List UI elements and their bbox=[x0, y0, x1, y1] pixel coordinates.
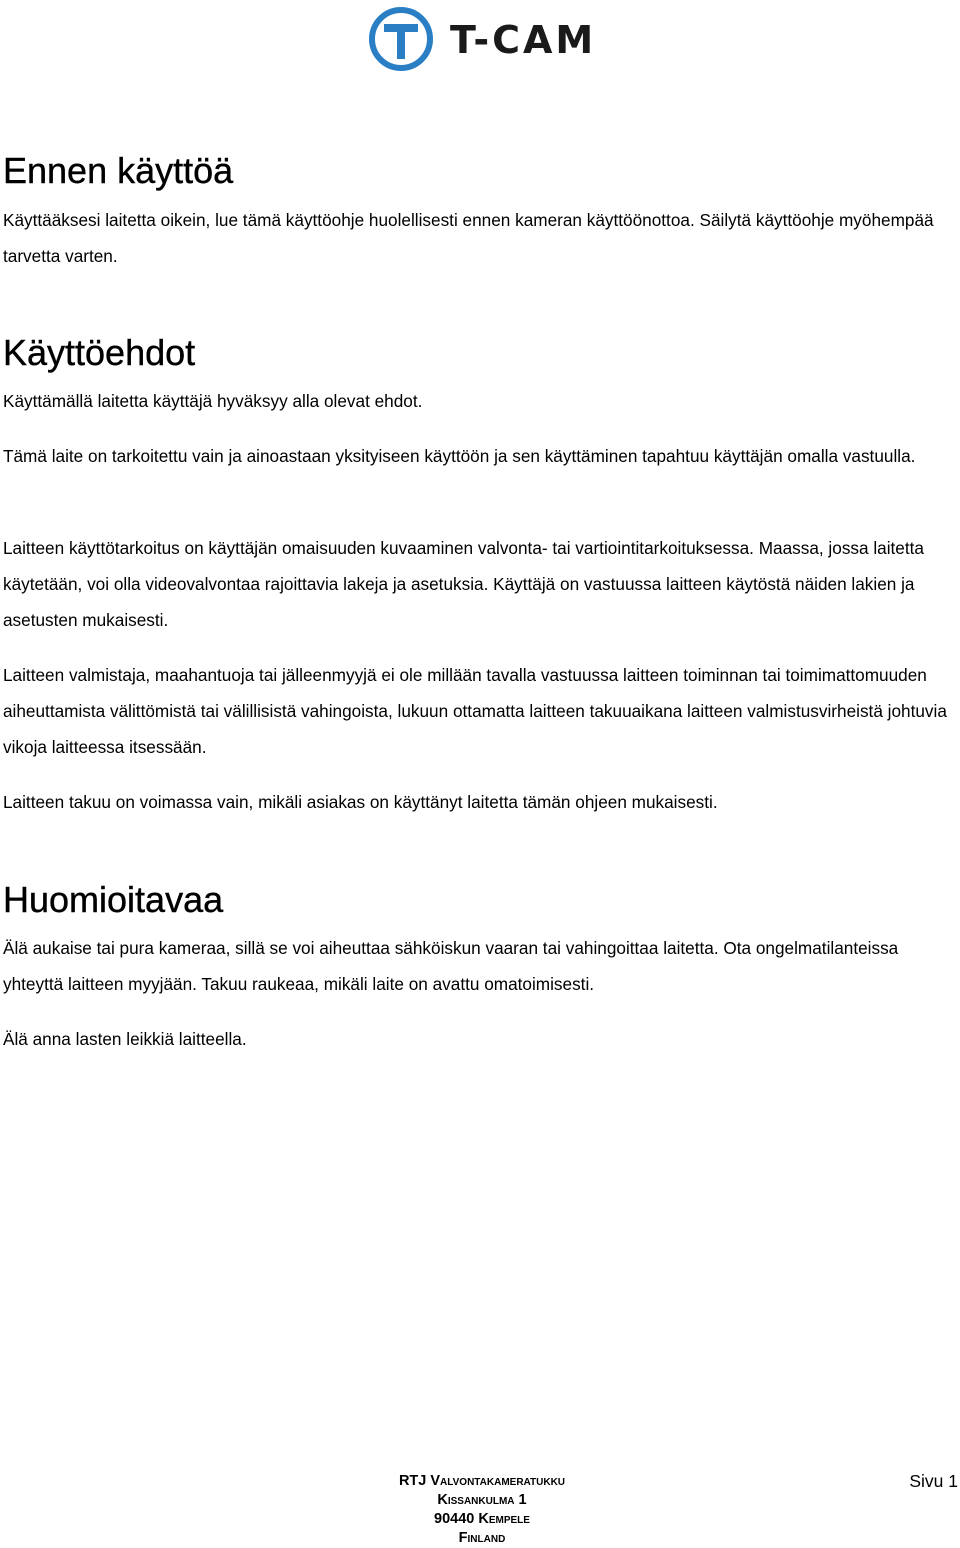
t-circle-logo-icon bbox=[366, 4, 436, 74]
paragraph-terms-1: Käyttämällä laitetta käyttäjä hyväksyy alla olevat ehdot. bbox=[3, 391, 423, 411]
heading-before-use: Ennen käyttöä bbox=[3, 150, 234, 191]
paragraph-notes-1: Älä aukaise tai pura kameraa, sillä se voi aiheuttaa sähköiskun vaaran tai vahingoittaa laitetta. Ota ongelmatilanteissa yhteyttä laitteen myyjään. Takuu raukeaa, mikäli laite on avattu omatoimisesti. bbox=[3, 938, 899, 994]
paragraph-before-use: Käyttääksesi laitetta oikein, lue tämä käyttöohje huolellisesti ennen kameran käyttöönottoa. Säilytä käyttöohje myöhempää tarvetta varten. bbox=[3, 210, 934, 266]
footer-country: Finland bbox=[458, 1530, 506, 1546]
logo bbox=[366, 4, 616, 74]
footer-city: 90440 Kempele bbox=[434, 1511, 530, 1527]
footer-street: Kissankulma 1 bbox=[437, 1492, 527, 1508]
heading-notes: Huomioitavaa bbox=[3, 879, 224, 920]
paragraph-terms-5: Laitteen takuu on voimassa vain, mikäli asiakas on käyttänyt laitetta tämän ohjeen mukaisesti. bbox=[3, 792, 718, 812]
paragraph-terms-4: Laitteen valmistaja, maahantuoja tai jälleenmyyjä ei ole millään tavalla vastuussa laitteen toiminnan tai toimimattomuuden aiheuttamista välittömistä tai välillisistä vahingoista, lukuun ottamatta laitteen takuuaikana laitteen valmistusvirheistä johtuvia vikoja laitteessa itsessään. bbox=[3, 665, 947, 757]
paragraph-terms-2: Tämä laite on tarkoitettu vain ja ainoastaan yksityiseen käyttöön ja sen käyttäminen tapahtuu käyttäjän omalla vastuulla. bbox=[3, 446, 916, 466]
paragraph-notes-2: Älä anna lasten leikkiä laitteella. bbox=[3, 1029, 247, 1049]
footer-address bbox=[340, 1472, 624, 1548]
paragraph-terms-3: Laitteen käyttötarkoitus on käyttäjän omaisuuden kuvaaminen valvonta- tai vartiointitarkoituksessa. Maassa, jossa laitetta käytetään, voi olla videovalvontaa rajoittavia lakeja ja asetuksia. Käyttäjä on vastuussa laitteen käytöstä näiden lakien ja asetusten mukaisesti. bbox=[3, 538, 924, 630]
heading-terms: Käyttöehdot bbox=[3, 332, 196, 373]
footer-company: RTJ Valvontakameratukku bbox=[398, 1473, 566, 1489]
logo-text: T-CAM bbox=[450, 18, 597, 62]
page-number: Sivu 1 bbox=[909, 1471, 958, 1491]
